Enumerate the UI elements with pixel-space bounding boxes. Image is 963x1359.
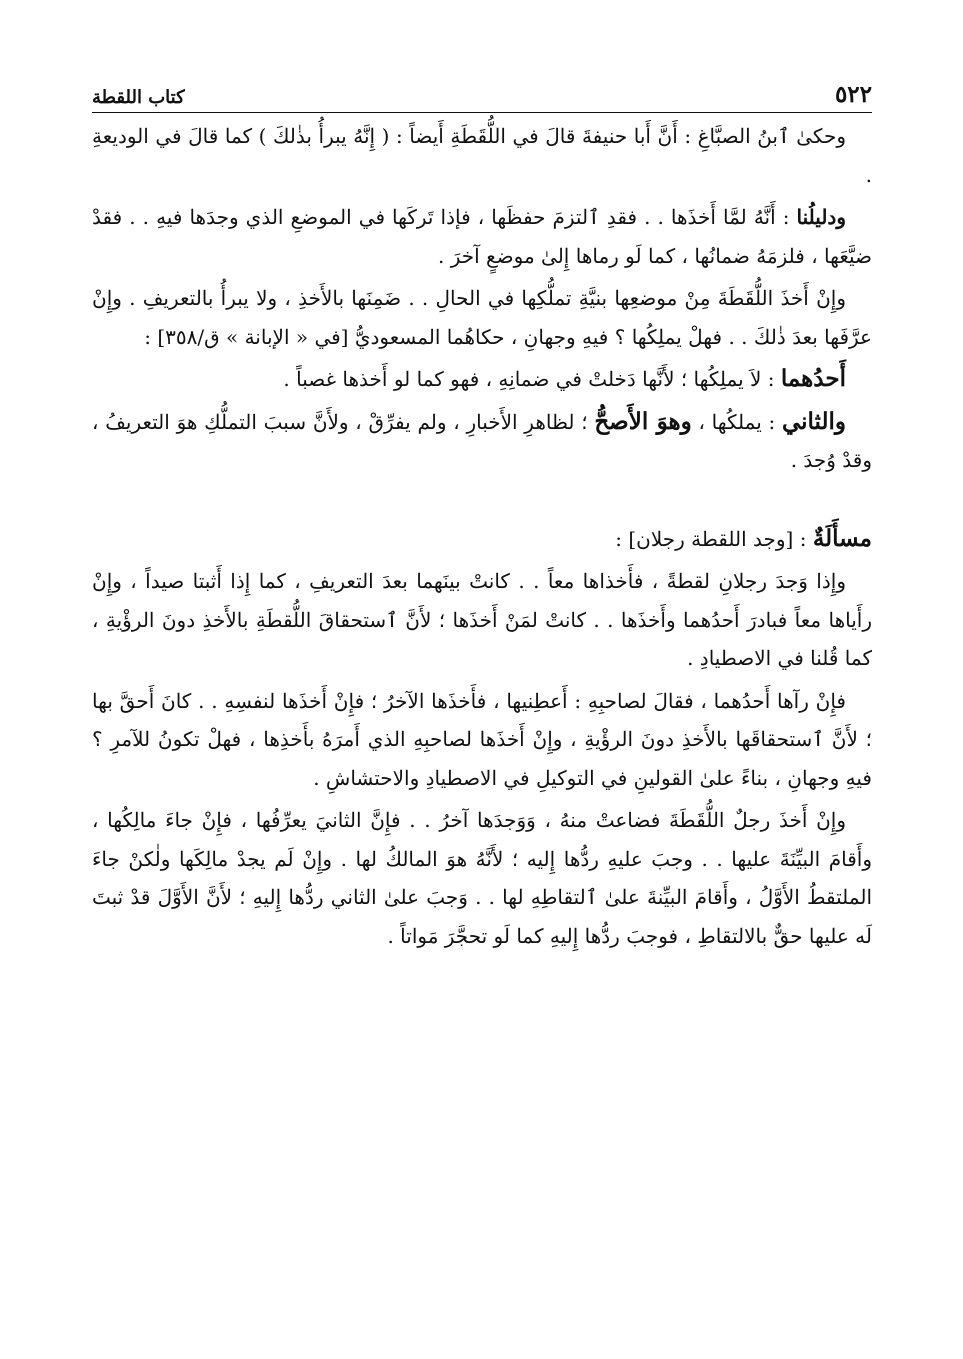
- paragraph-taking-with-intent: وإِنْ أَخذَ اللُّقَطَةَ مِنْ موضعِها بنيَّةِ تملُّكِها في الحالِ . . ضَمِنَها بالأَخذِ ، ولا يبرأُ بالتعريفِ . وإِنْ عرَّفَها بعدَ ذٰلكَ . . فهلْ يملِكُها ؟ فيهِ وجهانِ ، حكاهُما المسعوديُّ [في « الإبانة » ق/٣٥٨] :: [92, 286, 872, 349]
- page: [92, 70, 872, 959]
- paragraph-one-sees: فإِنْ رآها أَحدُهما ، فقالَ لصاحبِهِ : أَعطِنيها ، فأَخذَها الآخرُ ؛ فإِنْ أَخذَها لنفسِهِ . . كانَ أَحقَّ بها ؛ لأَنَّ ٱستحقاقَها بالأَخذِ دونَ الرؤْيةِ ، وإِنْ أَخذَها لصاحبِهِ الذي أَمرَهُ بأَخذِها ، فهلْ تكونُ للآمرِ ؟ فيهِ وجهانِ ، بناءً علىٰ القولينِ في التوكيلِ في الاصطيادِ والاحتشاشِ .: [92, 688, 872, 790]
- first-view-text: : لاَ يملِكُها ؛ لأَنَّها دَخلتْ في ضمانِهِ ، فهو كما لو أَخذها غصباً .: [283, 367, 781, 391]
- second-view-text: ؛ لظاهرِ الأَخبارِ ، ولم يفرِّقْ ، ولأَنَّ سببَ التملُّكِ هوَ التعريفُ ، وقدْ وُجدَ .: [92, 409, 872, 472]
- issue-label: مسأَلَةٌ: [812, 524, 872, 552]
- paragraph-two-finders: وإِذا وَجدَ رجلانِ لقطةً ، فأَخذاها معاً . . كانتْ بينَهما بعدَ التعريفِ ، كما إِذا أَثبتا صيداً ، وإِنْ رأَياها معاً فبادرَ أَحدُهما وأَخذَها . . كانتْ لمَنْ أَخذَها ؛ لأَنَّ ٱستحقاقَ اللُّقطَةِ بالأَخذِ دونَ الرؤْيةِ ، كما قُلنا في الاصطيادِ .: [92, 569, 873, 670]
- evidence-lead: ودليلُنا: [796, 205, 846, 229]
- second-view-preferred: وهوَ الأَصحُّ: [594, 407, 692, 435]
- page-number: ٥٢٢: [834, 81, 872, 108]
- book-title: كتاب اللقطة: [92, 87, 185, 108]
- evidence-text: : أَنَّهُ لمَّا أَخذَها . . فقدِ ٱلتزمَ حفظَها ، فإذا تَركَها في الموضعِ الذي وجدَها فيهِ . . فقدْ ضيَّعَها ، فلزمَهُ ضمانُها ، كما لَو رماها إِلىٰ موضعٍ آخرَ .: [92, 205, 872, 268]
- paragraph-evidence: [92, 198, 872, 275]
- page-body: [92, 117, 872, 955]
- second-view-lead: والثاني: [781, 407, 846, 435]
- issue-title: : [وجد اللقطة رجلان] :: [615, 526, 813, 551]
- running-header: [92, 70, 872, 113]
- paragraph-first-view: [92, 360, 872, 399]
- paragraph-second-view: [92, 403, 872, 480]
- paragraph-ibn-sabbagh: وحكىٰ ٱبنُ الصبَّاغِ : أَنَّ أَبا حنيفةَ قالَ في اللُّقَطَةِ أَيضاً : ( إِنَّهُ يبرأُ بذٰلكَ ) كما قالَ في الوديعةِ .: [92, 124, 872, 187]
- first-view-lead: أَحدُهما: [780, 365, 846, 392]
- paragraph-lost-again: وإِنْ أَخذَ رجلٌ اللُّقَطَةَ فضاعتْ منهُ ، وَوَجدَها آخرُ . . فإِنَّ الثانيَ يعرِّفُها ، فإِنْ جاءَ مالِكُها ، وأَقامَ البيِّنَةَ عليها . . وجبَ عليهِ ردُّها إِليه ؛ لأَنَّهُ هوَ المالكُ لها . وإِنْ لَم يجدْ مالِكَها ولٰكنْ جاءَ الملتقطُ الأَوَّلُ ، وأَقامَ البيِّنةَ علىٰ ٱلتقاطِهِ لها . . وَجبَ علىٰ الثاني ردُّها إِليهِ ؛ لأَنَّ الأَوَّلَ قدْ ثبتَ لَه عليها حقٌّ بالالتقاطِ ، فوجبَ ردُّها إِليهِ كما لَو تحجَّرَ مَواتاً .: [92, 808, 872, 948]
- issue-heading: [92, 520, 872, 559]
- second-view-mid: : يملكُها ،: [691, 409, 782, 434]
